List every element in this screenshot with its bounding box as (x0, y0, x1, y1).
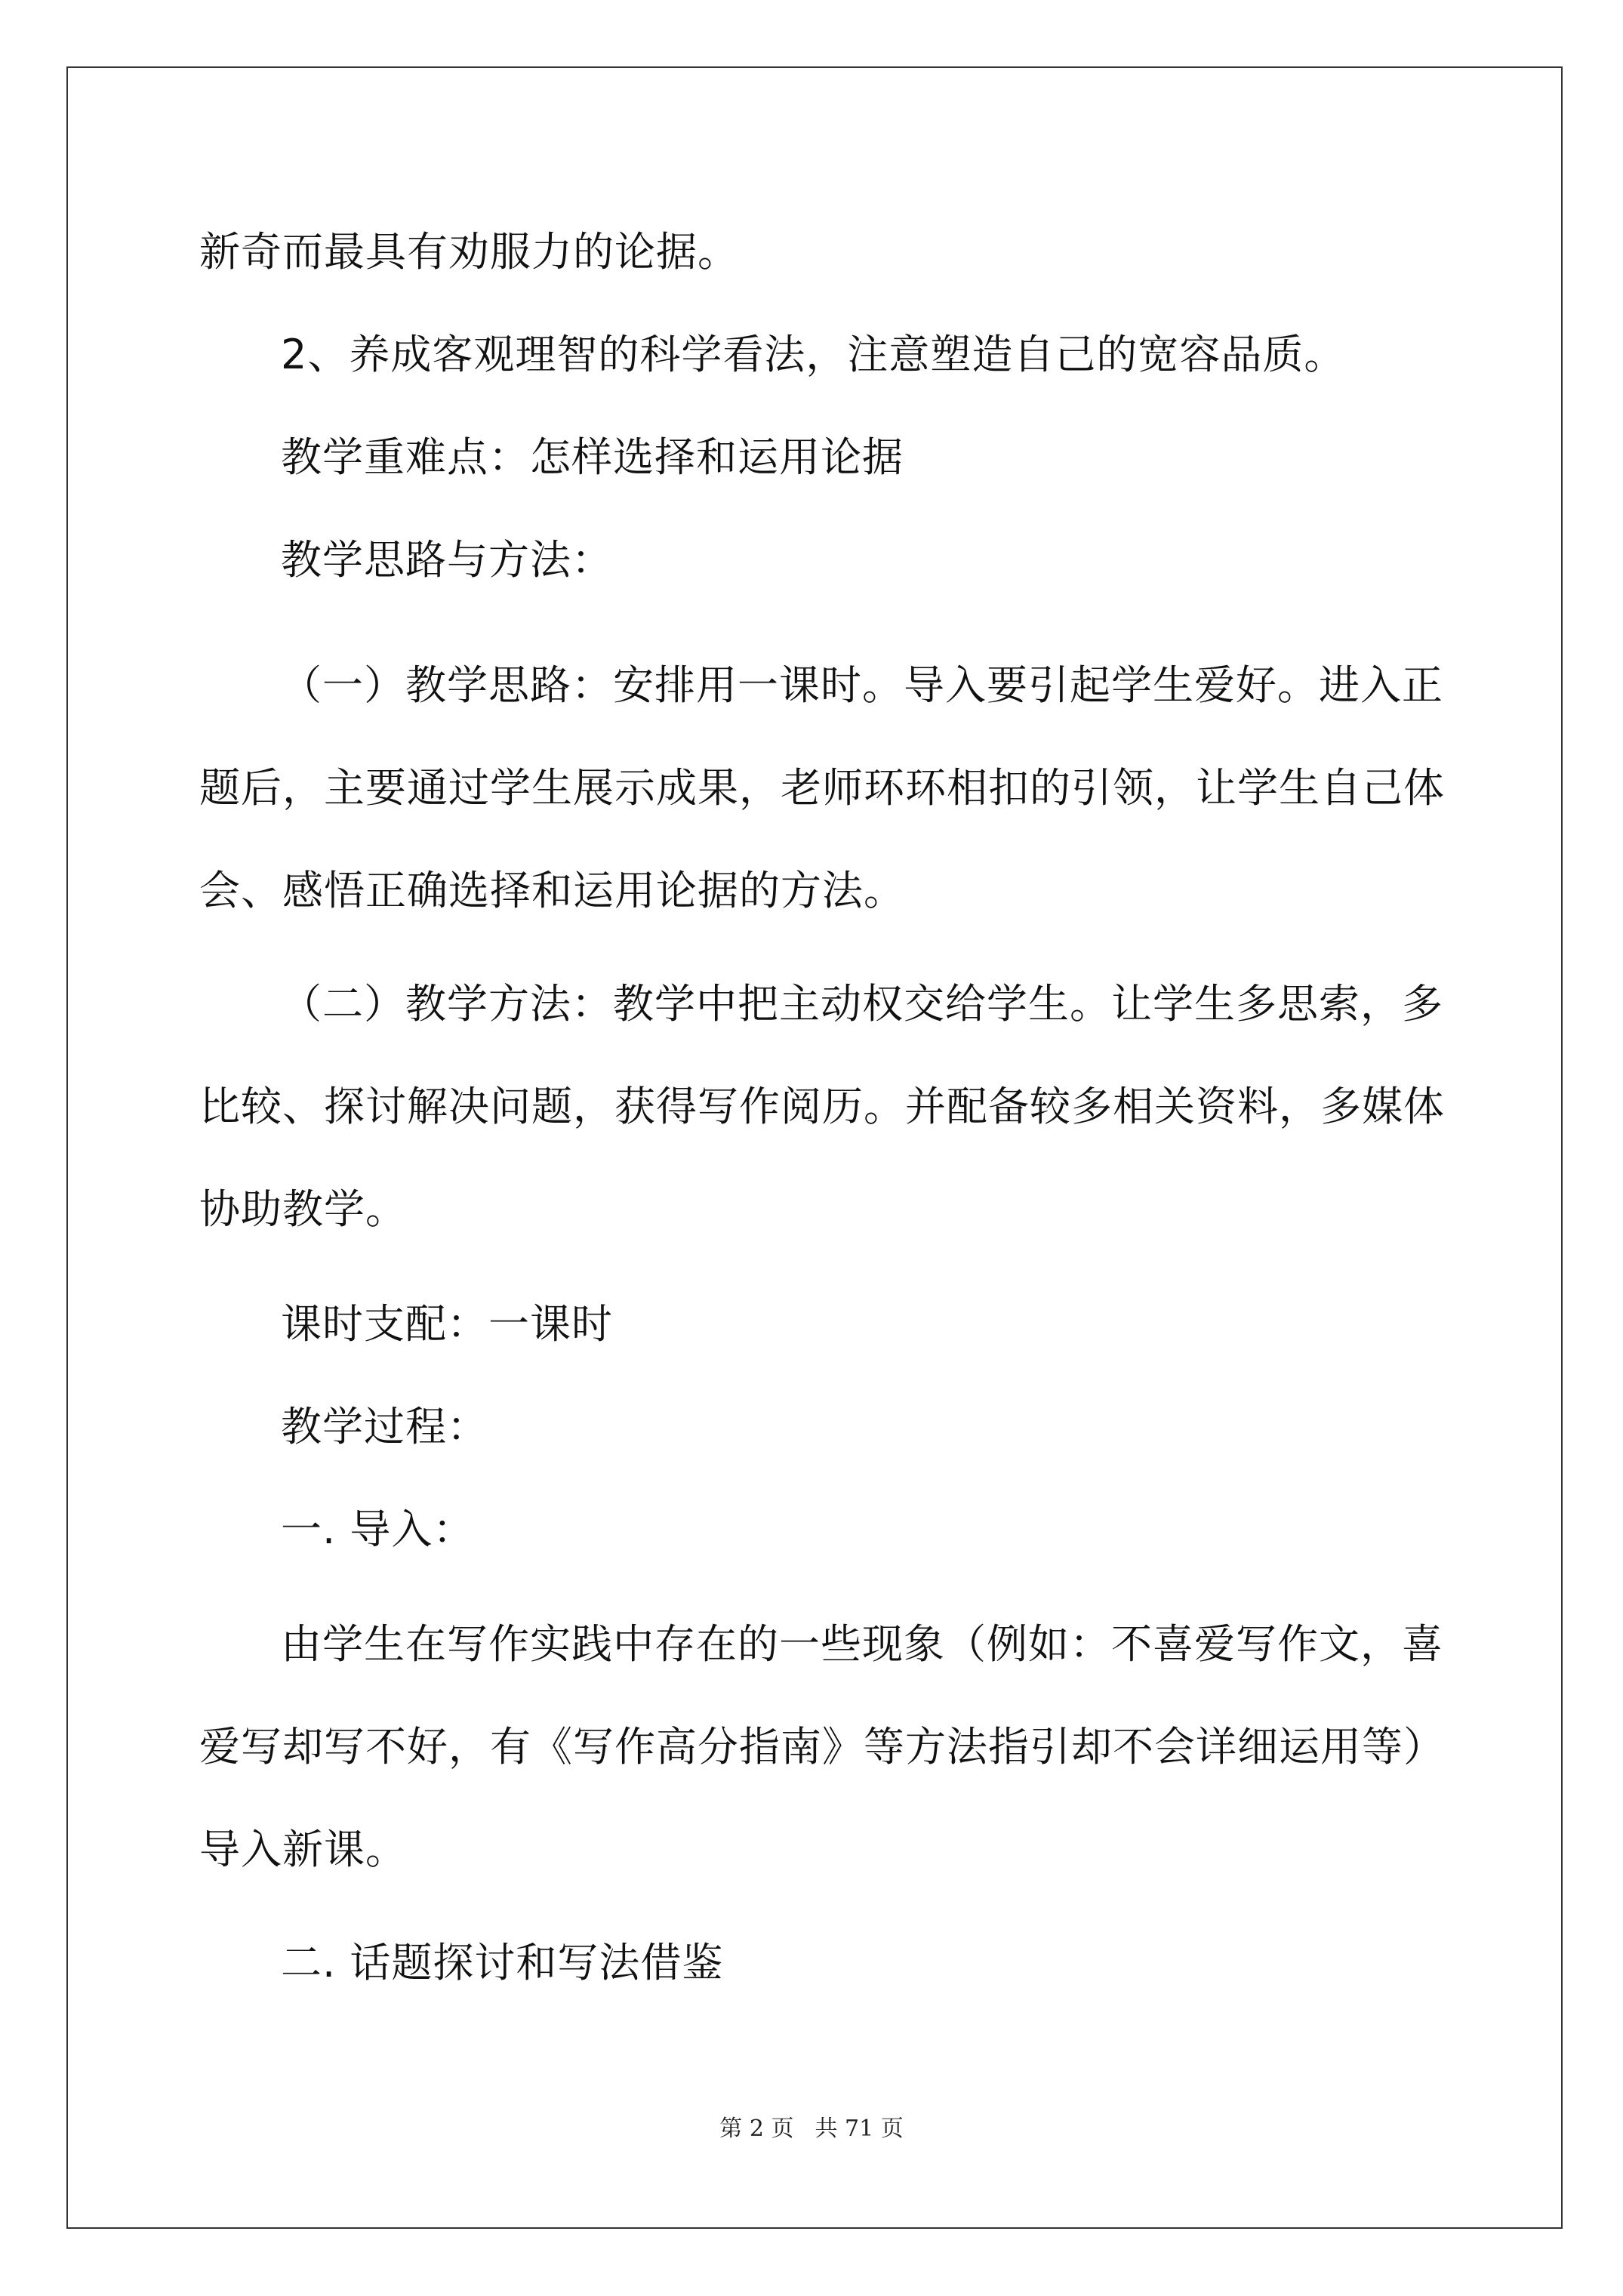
text-line-6: 题后，主要通过学生展示成果，老师环环相扣的引领，让学生自己体 (199, 764, 1445, 812)
text-line-10: 协助教学。 (199, 1185, 407, 1233)
text-line-17: 二. 话题探讨和写法借鉴 (281, 1939, 724, 1986)
page-footer (0, 2114, 1623, 2144)
text-line-1: 新奇而最具有劝服力的论据。 (199, 228, 739, 276)
text-line-12: 教学过程： (281, 1403, 488, 1450)
text-line-5: （一）教学思路：安排用一课时。导入要引起学生爱好。进入正 (281, 661, 1443, 709)
text-line-8: （二）教学方法：教学中把主动权交给学生。让学生多思索，多 (281, 980, 1443, 1028)
text-line-14: 由学生在写作实践中存在的一些现象（例如：不喜爱写作文，喜 (281, 1620, 1443, 1668)
text-line-2: 2、养成客观理智的科学看法，注意塑造自己的宽容品质。 (281, 331, 1346, 378)
text-line-7: 会、感悟正确选择和运用论据的方法。 (199, 867, 905, 914)
page-border (66, 66, 1563, 2229)
page-number-current: 第 2 页 (719, 2116, 794, 2142)
page-number-total: 共 71 页 (815, 2116, 904, 2142)
text-line-4: 教学思路与方法： (281, 536, 613, 584)
text-line-13: 一. 导入： (281, 1505, 475, 1553)
text-line-16: 导入新课。 (199, 1826, 407, 1873)
text-line-3: 教学重难点：怎样选择和运用论据 (281, 433, 904, 481)
text-line-11: 课时支配：一课时 (281, 1300, 613, 1348)
text-line-9: 比较、探讨解决问题，获得写作阅历。并配备较多相关资料，多媒体 (199, 1083, 1445, 1130)
text-line-15: 爱写却写不好，有《写作高分指南》等方法指引却不会详细运用等） (199, 1723, 1445, 1771)
